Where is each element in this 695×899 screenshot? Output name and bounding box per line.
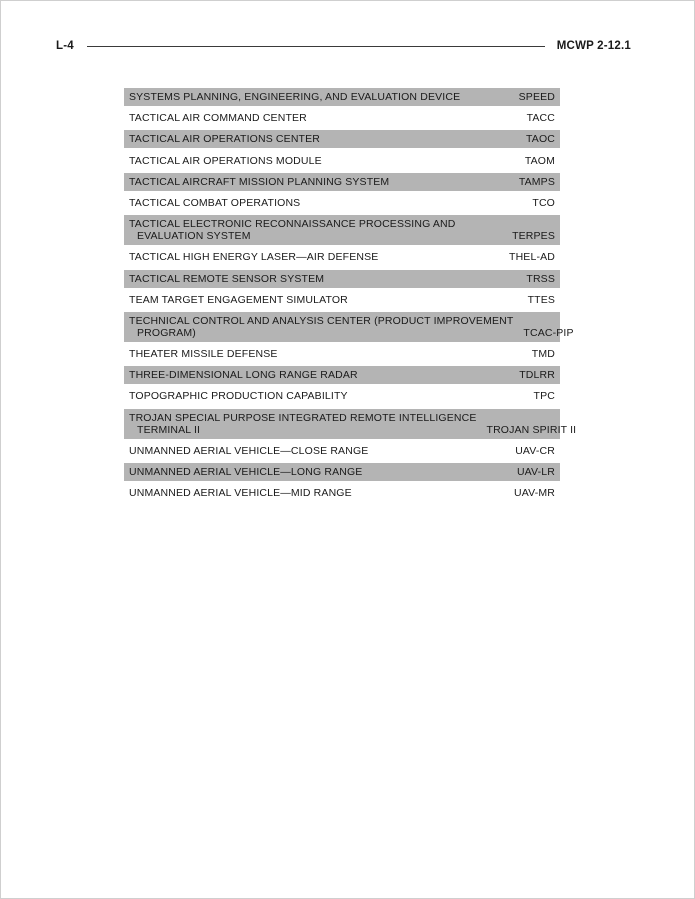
acronym: TAOC [526, 133, 555, 146]
acronym: SPEED [518, 91, 555, 103]
table-row [124, 215, 560, 245]
system-name [129, 412, 477, 436]
table-row [124, 345, 560, 363]
acronym: TCAC-PIP [523, 326, 574, 339]
system-name-line: UNMANNED AERIAL VEHICLE—LONG RANGE [129, 466, 363, 478]
acronym: TTES [527, 293, 555, 306]
table-row [124, 173, 560, 191]
system-name-line: TOPOGRAPHIC PRODUCTION CAPABILITY [129, 390, 348, 403]
system-name-line: THREE-DIMENSIONAL LONG RANGE RADAR [129, 369, 358, 382]
system-name-line: UNMANNED AERIAL VEHICLE—MID RANGE [129, 487, 352, 500]
system-name [129, 466, 507, 478]
acronym: TERPES [512, 230, 555, 243]
system-name [129, 487, 504, 499]
system-name-line: TACTICAL REMOTE SENSOR SYSTEM [129, 272, 325, 285]
system-name-line: TACTICAL COMBAT OPERATIONS [129, 196, 301, 209]
system-name-continuation: PROGRAM) [137, 326, 196, 339]
page-header [56, 40, 631, 52]
system-name-line: SYSTEMS PLANNING, ENGINEERING, AND EVALUATION DEVICE [129, 91, 461, 103]
system-name-line: UNMANNED AERIAL VEHICLE—CLOSE RANGE [129, 444, 369, 457]
acronym: TROJAN SPIRIT II [486, 423, 577, 436]
system-name [129, 348, 522, 360]
system-name-line: TACTICAL AIR OPERATIONS CENTER [129, 133, 320, 146]
table-row [124, 130, 560, 148]
system-name-line: TROJAN SPECIAL PURPOSE INTEGRATED REMOTE INTELLIGENCE [129, 411, 477, 424]
system-name [129, 315, 513, 339]
table-row [124, 463, 560, 481]
acronym: THEL-AD [509, 251, 555, 264]
system-name [129, 197, 522, 209]
acronym: TAOM [524, 154, 555, 167]
header-rule [87, 46, 545, 47]
table-row [124, 366, 560, 384]
acronym: TCO [532, 196, 555, 209]
system-name [129, 133, 516, 145]
system-name [129, 294, 518, 306]
table-row [124, 312, 574, 342]
system-name [129, 390, 524, 402]
table-row [124, 270, 560, 288]
system-name-line: TACTICAL ELECTRONIC RECONNAISSANCE PROCESSING AND [129, 218, 456, 231]
system-name-line: TACTICAL HIGH ENERGY LASER—AIR DEFENSE [129, 251, 379, 264]
acronym: UAV-LR [516, 466, 555, 478]
acronym: TAMPS [518, 175, 555, 188]
acronym: UAV-CR [515, 444, 555, 457]
acronym: TRSS [526, 272, 555, 285]
system-name [129, 445, 505, 457]
table-row [124, 484, 560, 502]
table-row [124, 109, 560, 127]
system-name [129, 176, 509, 188]
system-name-continuation: EVALUATION SYSTEM [137, 230, 251, 243]
system-name-line: TACTICAL AIRCRAFT MISSION PLANNING SYSTEM [129, 175, 390, 188]
table-row [124, 291, 560, 309]
page-number: L-4 [56, 40, 74, 52]
table-row [124, 442, 560, 460]
system-name-line: TECHNICAL CONTROL AND ANALYSIS CENTER (PRODUCT IMPROVEMENT [129, 314, 514, 327]
document-id: MCWP 2-12.1 [556, 40, 631, 52]
system-name-line: TACTICAL AIR OPERATIONS MODULE [129, 154, 322, 167]
system-name-line: TEAM TARGET ENGAGEMENT SIMULATOR [129, 293, 348, 306]
system-name [129, 251, 499, 263]
system-name [129, 112, 517, 124]
system-name [129, 273, 516, 285]
acronym: UAV-MR [514, 487, 555, 500]
acronym-table [124, 88, 577, 502]
system-name [129, 155, 515, 167]
system-name [129, 91, 509, 103]
acronym: TACC [526, 112, 555, 125]
system-name [129, 218, 502, 242]
system-name [129, 369, 509, 381]
system-name-continuation: TERMINAL II [137, 423, 201, 436]
table-row [124, 387, 560, 405]
table-row [124, 194, 560, 212]
table-row [124, 88, 560, 106]
acronym: TDLRR [519, 369, 555, 382]
table-row [124, 248, 560, 266]
system-name-line: THEATER MISSILE DEFENSE [129, 348, 278, 361]
acronym: TPC [533, 390, 555, 403]
table-row [124, 152, 560, 170]
table-row [124, 409, 577, 439]
acronym: TMD [531, 348, 555, 361]
system-name-line: TACTICAL AIR COMMAND CENTER [129, 112, 307, 125]
